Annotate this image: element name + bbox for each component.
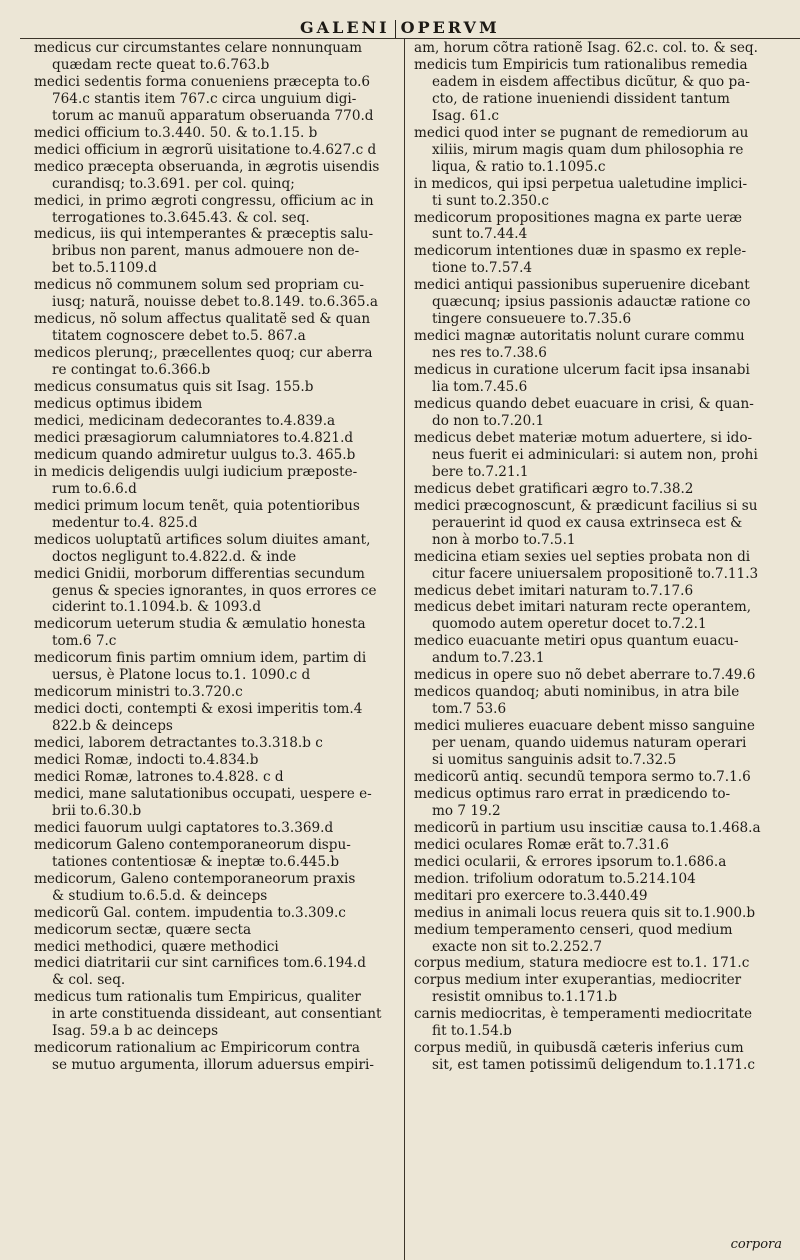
entry-continuation: ti sunt to.2.350.c (432, 192, 549, 209)
index-entry (414, 1006, 786, 1040)
index-entry (414, 922, 786, 956)
entry-headline: medici præsagiorum calumniatores to.4.821.d (34, 429, 354, 446)
entry-headline: medici Romæ, indocti to.4.834.b (34, 752, 259, 769)
entry-headline: medicorum finis partim omnium idem, partim di (34, 650, 367, 667)
index-entry (414, 277, 786, 328)
index-entry (414, 1040, 786, 1074)
index-entry (34, 820, 396, 837)
entry-headline: medico præcepta obseruanda, in ægrotis uisendis (34, 158, 380, 175)
index-entry (34, 430, 396, 447)
index-entry (34, 447, 396, 464)
entry-headline: medicis tum Empiricis tum rationalibus remedia (414, 56, 748, 73)
running-head-divider (395, 20, 396, 38)
entry-headline: medicos plerunq;, præcellentes quoq; cur aberra (34, 345, 373, 362)
entry-headline: am, horum cõtra rationẽ Isag. 62.c. col. to. & seq. (414, 40, 758, 56)
entry-headline: medici officium in ægrorũ uisitatione to.4.627.c d (34, 141, 377, 158)
entry-continuation: sunt to.7.44.4 (432, 226, 528, 243)
running-head-left: GALENI (300, 18, 390, 37)
index-entry (34, 345, 396, 379)
entry-headline: medicum quando admiretur uulgus to.3. 465.b (34, 446, 356, 463)
entry-headline: medici oculares Romæ erãt to.7.31.6 (414, 836, 669, 853)
index-entry (34, 40, 396, 74)
index-entry (34, 786, 396, 820)
entry-headline: medicus, iis qui intemperantes & præceptis salu- (34, 226, 374, 243)
index-entry (414, 769, 786, 786)
entry-continuation: tom.7 53.6 (432, 701, 507, 718)
entry-headline: medicos uoluptatũ artifices solum diuites amant, (34, 531, 371, 548)
entry-headline: medicus, nõ solum affectus qualitatẽ sed & quan (34, 311, 371, 328)
entry-headline: medicorum rationalium ac Empiricorum contra (34, 1040, 360, 1057)
entry-headline: medicorũ Gal. contem. impudentia to.3.309.c (34, 904, 346, 921)
index-entry (34, 566, 396, 617)
index-entry (34, 701, 396, 735)
index-entry (34, 989, 396, 1040)
column-divider (404, 38, 405, 1260)
index-entry (34, 159, 396, 193)
running-head-right: OPERVM (400, 18, 500, 37)
index-entry (34, 532, 396, 566)
index-entry (34, 413, 396, 430)
entry-headline: medicus in opere suo nõ debet aberrare to.7.49.6 (414, 667, 756, 684)
entry-continuation: iusq; naturã, nouisse debet to.8.149. to.6.365.a (52, 294, 378, 311)
entry-continuation: non à morbo to.7.5.1 (432, 531, 576, 548)
entry-headline: corpus medium, statura mediocre est to.1. 171.c (414, 955, 750, 972)
entry-continuation: nes res to.7.38.6 (432, 345, 547, 362)
top-rule (20, 38, 800, 39)
entry-continuation: lia tom.7.45.6 (432, 379, 528, 396)
entry-continuation: curandisq; to.3.691. per col. quinq; (52, 175, 295, 192)
entry-headline: medicus debet imitari naturam to.7.17.6 (414, 582, 694, 599)
entry-headline: medici, medicinam dedecorantes to.4.839.a (34, 412, 336, 429)
entry-headline: medicorum ministri to.3.720.c (34, 684, 243, 701)
entry-continuation: perauerint id quod ex causa extrinseca est & (432, 514, 743, 531)
entry-continuation: se mutuo argumenta, illorum aduersus empiri- (52, 1057, 374, 1074)
entry-continuation: & studium to.6.5.d. & deinceps (52, 887, 268, 904)
entry-continuation: re contingat to.6.366.b (52, 362, 211, 379)
entry-continuation: bere to.7.21.1 (432, 463, 529, 480)
entry-continuation: 764.c stantis item 767.c circa unguium digi- (52, 90, 357, 107)
entry-headline: medicus debet materiæ motum aduertere, si ido- (414, 429, 753, 446)
index-entry (414, 430, 786, 481)
index-entry (414, 972, 786, 1006)
index-entry (414, 854, 786, 871)
entry-continuation: fit to.1.54.b (432, 1023, 512, 1040)
entry-headline: medici quod inter se pugnant de remediorum au (414, 124, 749, 141)
right-column (414, 40, 786, 1258)
entry-continuation: per uenam, quando uidemus naturam operari (432, 735, 747, 752)
entry-continuation: uersus, è Platone locus to.1. 1090.c d (52, 667, 311, 684)
entry-headline: medici magnæ autoritatis nolunt curare commu (414, 328, 745, 345)
entry-continuation: neus fuerit ei adminiculari: si autem non, prohi (432, 446, 758, 463)
entry-continuation: quomodo autem operetur docet to.7.2.1 (432, 616, 707, 633)
entry-continuation: bribus non parent, manus admouere non de- (52, 243, 360, 260)
index-entry (414, 210, 786, 244)
entry-headline: medici officium to.3.440. 50. & to.1.15. b (34, 124, 318, 141)
index-entry (34, 955, 396, 989)
entry-continuation: brii to.6.30.b (52, 802, 142, 819)
entry-continuation: ciderint to.1.1094.b. & 1093.d (52, 599, 262, 616)
entry-continuation: do non to.7.20.1 (432, 412, 545, 429)
index-entry (414, 599, 786, 633)
entry-headline: medici, in primo ægroti congressu, officium ac in (34, 192, 374, 209)
entry-continuation: & col. seq. (52, 972, 126, 989)
entry-continuation: quædam recte queat to.6.763.b (52, 56, 270, 73)
entry-continuation: si uomitus sanguinis adsit to.7.32.5 (432, 752, 677, 769)
entry-continuation: tingere consueuere to.7.35.6 (432, 311, 632, 328)
entry-headline: medici sedentis forma conueniens præcepta to.6 (34, 73, 371, 90)
entry-continuation: torum ac manuũ apparatum obseruanda 770.d (52, 107, 374, 124)
entry-continuation: Isag. 59.a b ac deinceps (52, 1023, 219, 1040)
index-entry (34, 464, 396, 498)
entry-headline: medici Romæ, latrones to.4.828. c d (34, 768, 284, 785)
index-entry (414, 40, 786, 57)
index-entry (34, 226, 396, 277)
index-entry (414, 396, 786, 430)
entry-continuation: xiliis, mirum magis quam dum philosophia re (432, 141, 744, 158)
entry-continuation: cto, de ratione inueniendi dissident tantum (432, 90, 730, 107)
entry-continuation: genus & species ignorantes, in quos errores ce (52, 582, 377, 599)
entry-continuation: eadem in eisdem affectibus dicũtur, & quo pa- (432, 73, 750, 90)
entry-continuation: Isag. 61.c (432, 107, 500, 124)
entry-continuation: tom.6 7.c (52, 633, 117, 650)
entry-headline: medici, mane salutationibus occupati, uespere e- (34, 785, 372, 802)
index-entry (34, 922, 396, 939)
index-entry (34, 871, 396, 905)
entry-continuation: 822.b & deinceps (52, 718, 173, 735)
index-entry (414, 837, 786, 854)
index-entry (34, 277, 396, 311)
index-entry (34, 650, 396, 684)
entry-headline: medico euacuante metiri opus quantum euacu- (414, 633, 739, 650)
entry-headline: medicina etiam sexies uel septies probata non di (414, 548, 751, 565)
index-entry (34, 498, 396, 532)
left-column (34, 40, 396, 1258)
index-entry (34, 616, 396, 650)
index-entry (34, 1040, 396, 1074)
entry-headline: medicorum ueterum studia & æmulatio honesta (34, 616, 366, 633)
entry-headline: medicorũ antiq. secundũ tempora sermo to.7.1.6 (414, 768, 751, 785)
entry-headline: corpus mediũ, in quibusdã cæteris inferius cum (414, 1040, 744, 1057)
index-entry (414, 718, 786, 769)
entry-headline: medicorum sectæ, quære secta (34, 921, 252, 938)
index-entry (34, 379, 396, 396)
entry-headline: medici methodici, quære methodici (34, 938, 279, 955)
entry-headline: medicus tum rationalis tum Empiricus, qualiter (34, 989, 361, 1006)
entry-headline: medici ocularii, & errores ipsorum to.1.686.a (414, 853, 727, 870)
entry-headline: medion. trifolium odoratum to.5.214.104 (414, 870, 696, 887)
index-entry (34, 905, 396, 922)
entry-headline: medicorum propositiones magna ex parte ueræ (414, 209, 743, 226)
index-entry (414, 362, 786, 396)
entry-headline: medicorum Galeno contemporaneorum dispu- (34, 836, 351, 853)
entry-continuation: tationes contentiosæ & ineptæ to.6.445.b (52, 853, 340, 870)
index-entry (414, 176, 786, 210)
entry-continuation: citur facere uniuersalem propositionẽ to.7.11.3 (432, 565, 759, 582)
entry-headline: in medicos, qui ipsi perpetua ualetudine implici- (414, 175, 748, 192)
entry-continuation: tione to.7.57.4 (432, 260, 533, 277)
index-entry (34, 939, 396, 956)
index-entry (414, 243, 786, 277)
entry-headline: medicorum intentiones duæ in spasmo ex reple- (414, 243, 747, 260)
entry-headline: medici mulieres euacuare debent misso sanguine (414, 718, 755, 735)
entry-headline: medicos quandoq; abuti nominibus, in atra bile (414, 684, 740, 701)
index-entry (414, 583, 786, 600)
index-entry (34, 311, 396, 345)
entry-continuation: liqua, & ratio to.1.1095.c (432, 158, 606, 175)
index-entry (414, 57, 786, 125)
entry-headline: medicus quando debet euacuare in crisi, & quan- (414, 396, 754, 413)
index-entry (414, 820, 786, 837)
entry-continuation: bet to.5.1109.d (52, 260, 157, 277)
entry-headline: medici, laborem detractantes to.3.318.b c (34, 735, 323, 752)
entry-continuation: titatem cognoscere debet to.5. 867.a (52, 328, 306, 345)
index-entry (414, 125, 786, 176)
index-entry (34, 74, 396, 125)
entry-headline: medicus optimus raro errat in prædicendo to- (414, 785, 731, 802)
index-entry (34, 752, 396, 769)
index-entry (414, 684, 786, 718)
entry-continuation: sit, est tamen potissimũ deligendum to.1.171.c (432, 1057, 755, 1074)
index-entry (414, 633, 786, 667)
entry-headline: medicus in curatione ulcerum facit ipsa insanabi (414, 362, 750, 379)
entry-continuation: exacte non sit to.2.252.7 (432, 938, 602, 955)
index-entry (414, 955, 786, 972)
entry-headline: meditari pro exercere to.3.440.49 (414, 887, 648, 904)
index-entry (414, 498, 786, 549)
index-entry (34, 837, 396, 871)
entry-headline: medici diatritarii cur sint carnifices tom.6.194.d (34, 955, 366, 972)
index-entry (414, 786, 786, 820)
entry-headline: medici Gnidii, morborum differentias secundum (34, 565, 365, 582)
entry-headline: corpus medium inter exuperantias, mediocriter (414, 972, 742, 989)
index-entry (34, 396, 396, 413)
entry-headline: medici antiqui passionibus superuenire dicebant (414, 277, 750, 294)
index-entry (34, 125, 396, 142)
index-entry (414, 888, 786, 905)
running-head (300, 18, 630, 38)
entry-headline: medicorũ in partium usu inscitiæ causa to.1.468.a (414, 819, 761, 836)
entry-continuation: terrogationes to.3.645.43. & col. seq. (52, 209, 310, 226)
index-entry (414, 549, 786, 583)
index-entry (414, 905, 786, 922)
entry-continuation: in arte constituenda dissideant, aut consentiant (52, 1006, 382, 1023)
entry-continuation: rum to.6.6.d (52, 480, 137, 497)
entry-headline: medici præcognoscunt, & prædicunt facilius si su (414, 497, 758, 514)
entry-headline: in medicis deligendis uulgi iudicium præposte- (34, 463, 358, 480)
entry-headline: medicus cur circumstantes celare nonnunquam (34, 40, 363, 56)
entry-headline: carnis mediocritas, è temperamenti mediocritate (414, 1006, 753, 1023)
index-entry (34, 769, 396, 786)
entry-continuation: doctos negligunt to.4.822.d. & inde (52, 548, 297, 565)
entry-continuation: mo 7 19.2 (432, 802, 501, 819)
entry-headline: medius in animali locus reuera quis sit to.1.900.b (414, 904, 756, 921)
entry-headline: medicus optimus ibidem (34, 396, 203, 413)
entry-continuation: andum to.7.23.1 (432, 650, 545, 667)
entry-headline: medicus debet gratificari ægro to.7.38.2 (414, 480, 694, 497)
index-entry (414, 328, 786, 362)
entry-headline: medici docti, contempti & exosi imperitis tom.4 (34, 701, 363, 718)
index-entry (414, 481, 786, 498)
entry-continuation: medentur to.4. 825.d (52, 514, 198, 531)
entry-headline: medicus debet imitari naturam recte operantem, (414, 599, 752, 616)
entry-headline: medicus nõ communem solum sed propriam cu- (34, 277, 364, 294)
entry-headline: medicus consumatus quis sit Isag. 155.b (34, 379, 314, 396)
index-entry (34, 142, 396, 159)
index-entry (414, 667, 786, 684)
entry-continuation: resistit omnibus to.1.171.b (432, 989, 618, 1006)
catchword: corpora (730, 1237, 782, 1252)
entry-headline: medicorum, Galeno contemporaneorum praxis (34, 870, 356, 887)
index-entry (34, 684, 396, 701)
index-entry (34, 735, 396, 752)
entry-continuation: quæcunq; ipsius passionis adauctæ ratione co (432, 294, 751, 311)
entry-headline: medium temperamento censeri, quod medium (414, 921, 733, 938)
index-entry (34, 193, 396, 227)
entry-headline: medici primum locum tenẽt, quia potentioribus (34, 497, 360, 514)
index-entry (414, 871, 786, 888)
entry-headline: medici fauorum uulgi captatores to.3.369.d (34, 819, 334, 836)
